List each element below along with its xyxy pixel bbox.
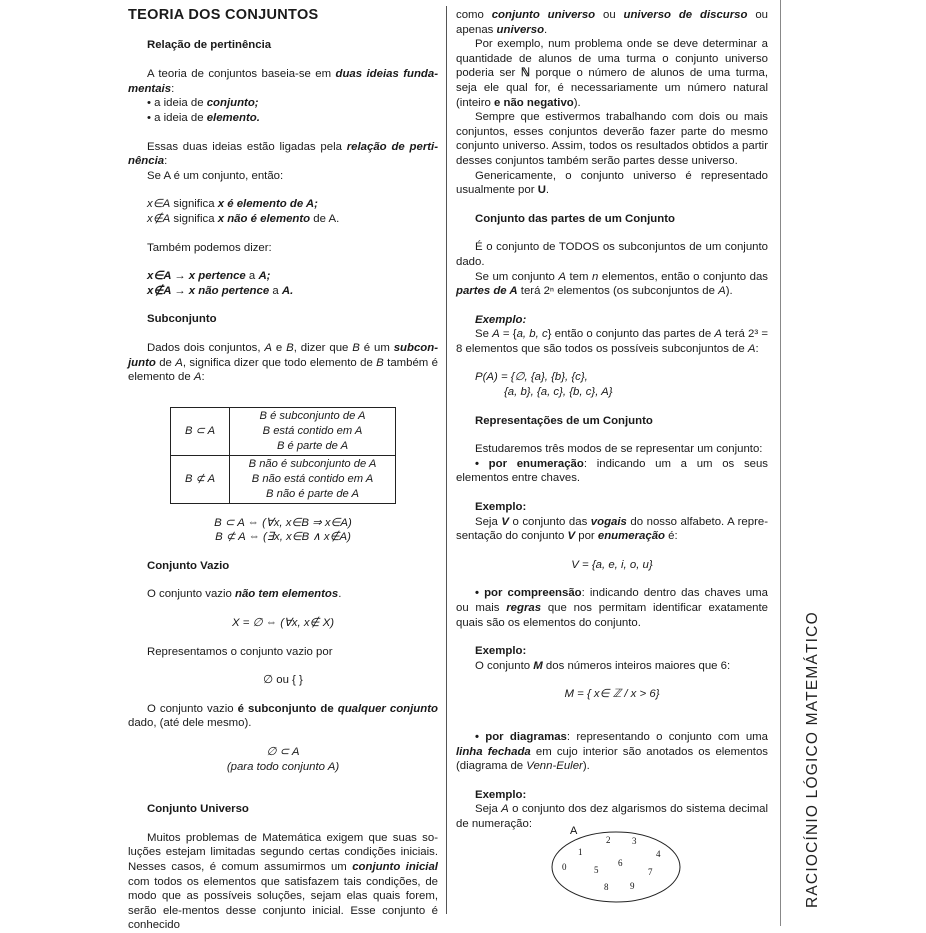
venn-digit: 6 — [618, 858, 623, 868]
heading-universo: Conjunto Universo — [147, 803, 249, 816]
formula: P(A) = {∅, {a}, {b}, {c}, — [475, 371, 588, 384]
formula: B ⊄ A ⇔ (∃x, x∈B ∧ x∉A) — [215, 531, 351, 544]
example-label: Exemplo: — [475, 788, 527, 801]
paragraph: Por exemplo, num problema onde se deve determinar a quantidade de alunos de uma turma o conjunto universo poderia ser ℕ porque o número de alunos de uma turma, seja ele qual for, é necessariamente um número natural (inteiro e não negativo). — [456, 38, 769, 109]
table-row — [171, 407, 396, 455]
formula: M = { x∈ ℤ / x > 6} — [564, 688, 660, 701]
venn-digit: 0 — [562, 862, 567, 872]
paragraph: • por enumeração: indicando um a um os seus elementos entre chaves. — [456, 457, 768, 485]
formula: (para todo conjunto A) — [226, 760, 340, 773]
paragraph: O conjunto vazio é subconjunto de qualquer conjunto dado, (até dele mesmo). — [128, 702, 438, 730]
venn-digit: 4 — [656, 849, 661, 859]
formula: X = ∅ ⇔ (∀x, x∉ X) — [231, 617, 334, 630]
right-column — [456, 0, 769, 892]
example-label: Exemplo: — [475, 501, 527, 514]
table-cell: B não é subconjunto de A B não está contido em A B não é parte de A — [230, 455, 396, 503]
venn-digit: 5 — [594, 865, 599, 875]
venn-digit: 8 — [604, 882, 609, 892]
paragraph: Estudaremos três modos de se representar um conjunto: — [475, 443, 763, 456]
formula: ∅ ⊂ A — [266, 746, 300, 759]
example-label: Exemplo: — [475, 645, 527, 658]
paragraph: Sempre que estivermos trabalhando com dois ou mais conjuntos, esses conjuntos deverão fazer parte do mesmo conjunto universo. Assim, todos os resultados obtidos a partir desses conjuntos também serão partes desse universo. — [456, 111, 768, 167]
paragraph: Se A = {a, b, c} então o conjunto das partes de A terá 2³ = 8 elementos que são todos os possíveis subconjuntos de A: — [456, 328, 768, 355]
formula: ∅ ou { } — [263, 674, 303, 687]
formula-line: x∈A → x pertence a A; — [147, 270, 271, 283]
page-title: TEORIA DOS CONJUNTOS — [128, 7, 319, 23]
formula-line: x∉A significa x não é elemento de A. — [147, 212, 340, 225]
paragraph: • por compreensão: indicando dentro das chaves uma ou mais regras que nos permitam identificar exatamente quais são os elementos do conjunto. — [456, 587, 769, 629]
table-cell: B é subconjunto de A B está contido em A B é parte de A — [230, 407, 396, 455]
paragraph: Dados dois conjuntos, A e B, dizer que B é um subcon-junto de A, significa dizer que todo elemento de B também é elemento de A: — [128, 341, 439, 384]
venn-digit: 9 — [630, 881, 635, 891]
formula: {a, b}, {a, c}, {b, c}, A} — [504, 386, 613, 399]
venn-digit: 1 — [578, 847, 583, 857]
venn-diagram — [550, 822, 710, 902]
paragraph: Se A é um conjunto, então: — [147, 169, 284, 182]
formula-line: x∉A → x não pertence a A. — [147, 284, 294, 297]
paragraph: como conjunto universo ou universo de discurso ou apenas universo. — [456, 9, 768, 36]
venn-ellipse — [552, 832, 680, 902]
formula-line: x∈A significa x é elemento de A; — [147, 198, 318, 211]
paragraph: Essas duas ideias estão ligadas pela relação de perti-nência: — [128, 140, 439, 168]
column-divider — [446, 6, 447, 914]
venn-set-label: A — [570, 825, 578, 837]
paragraph: O conjunto M dos números inteiros maiores que 6: — [475, 659, 731, 672]
sidebar-divider — [780, 0, 781, 926]
paragraph: É o conjunto de TODOS os subconjuntos de um conjunto dado. — [456, 241, 768, 268]
bullet-item: • a ideia de conjunto; — [147, 97, 259, 110]
left-column — [128, 0, 438, 933]
side-label: RACIOCÍNIO LÓGICO MATEMÁTICO — [804, 611, 821, 908]
paragraph: Genericamente, o conjunto universo é representado usualmente por U. — [456, 169, 768, 197]
heading-pertinencia: Relação de pertinência — [147, 38, 272, 51]
paragraph: Representamos o conjunto vazio por — [147, 645, 333, 658]
heading-partes: Conjunto das partes de um Conjunto — [475, 212, 675, 225]
table-key: B ⊄ A — [171, 455, 230, 503]
paragraph: Muitos problemas de Matemática exigem que suas so-luções estejam limitadas segundo certas condições iniciais. Nesses casos, é comum assumirmos um conjunto inicial com todos os elementos que satisfazem tais condições, de modo que as possíveis soluções, sejam elas quais forem, serão ele-mentos desse conjunto inicial. Esse conjunto é conhecido — [128, 831, 438, 932]
heading-vazio: Conjunto Vazio — [147, 559, 230, 572]
paragraph: Seja A o conjunto dos dez algarismos do sistema decimal de numeração: — [456, 803, 768, 830]
paragraph: • por diagramas: representando o conjunto com uma linha fechada em cujo interior são anotados os elementos (diagrama de Venn-Euler). — [456, 730, 769, 773]
paragraph: Se um conjunto A tem n elementos, então o conjunto das partes de A terá 2ⁿ elementos (os subconjuntos de A). — [456, 270, 768, 298]
paragraph: Também podemos dizer: — [147, 241, 272, 254]
heading-subconjunto: Subconjunto — [147, 313, 217, 326]
table-row — [171, 455, 396, 503]
paragraph: Seja V o conjunto das vogais do nosso alfabeto. A repre-sentação do conjunto V por enumeração é: — [456, 515, 768, 543]
venn-digit: 3 — [632, 836, 637, 846]
example-label: Exemplo: — [475, 313, 527, 326]
venn-digit: 7 — [648, 867, 653, 877]
heading-representacoes: Representações de um Conjunto — [475, 414, 653, 427]
subset-table — [170, 407, 396, 504]
bullet-item: • a ideia de elemento. — [147, 111, 260, 124]
formula: B ⊂ A ⇔ (∀x, x∈B ⇒ x∈A) — [214, 516, 352, 529]
table-key: B ⊂ A — [171, 407, 230, 455]
paragraph: O conjunto vazio não tem elementos. — [147, 588, 342, 601]
formula: V = {a, e, i, o, u} — [571, 558, 653, 571]
paragraph: A teoria de conjuntos baseia-se em duas ideias funda-mentais: — [128, 68, 438, 95]
venn-digit: 2 — [606, 835, 611, 845]
